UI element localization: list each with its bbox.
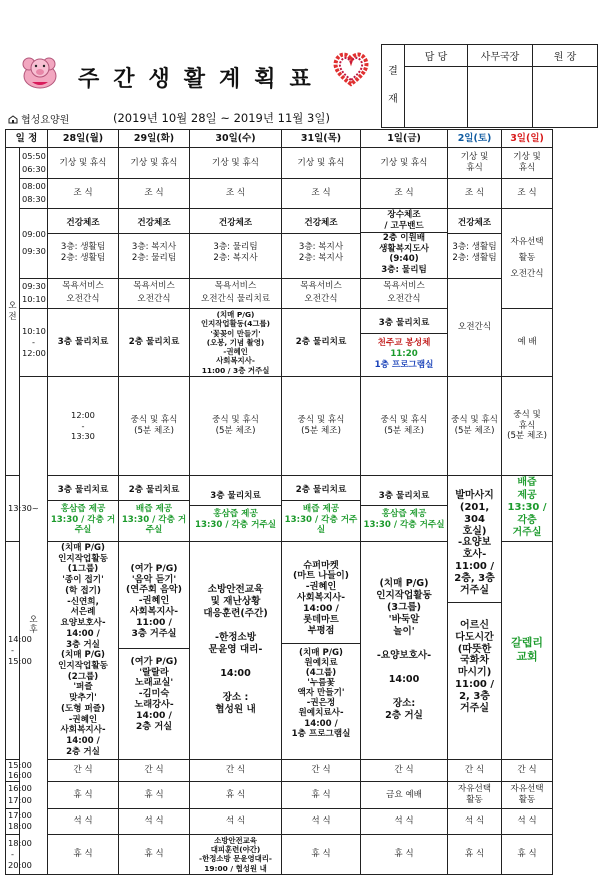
cell-title: 건강체조: [282, 214, 360, 234]
page-title: 주간생활계획표: [78, 67, 325, 92]
cell-title: 2층 물리치료: [119, 481, 189, 501]
table-row: [6, 808, 553, 834]
cell-body: 3층: 복지사 2층: 물리팀: [131, 242, 177, 263]
schedule-cell: 간 식: [48, 759, 119, 782]
schedule-cell: 휴 식: [48, 782, 119, 808]
schedule-cell: 석 식: [282, 808, 361, 834]
schedule-cell: [282, 476, 361, 542]
approval-role-director: 사무국장: [468, 45, 533, 67]
schedule-cell: 자유선택 활동: [502, 782, 553, 808]
approval-sign-director[interactable]: [468, 67, 533, 128]
schedule-cell: 갈렙리 교회: [502, 541, 553, 759]
cell-title: 2층 물리치료: [282, 481, 360, 501]
schedule-cell: [119, 541, 190, 759]
cell-program: 슈퍼마켓 (마트 나들이) -권혜인 사회복지사- 14:00 / 롯데마트 부평점: [282, 558, 360, 644]
schedule-cell: 간 식: [119, 759, 190, 782]
schedule-cell: 석 식: [448, 808, 502, 834]
cell-place: 13:30 / 각층 거주실: [195, 520, 276, 530]
schedule-cell: 휴 식: [48, 834, 119, 874]
cell-body: 3층: 생활팀 2층: 생활팀: [452, 242, 497, 263]
cell-place: 1층 프로그램실: [374, 359, 434, 370]
schedule-cell: 기상 및 휴식: [48, 148, 119, 179]
schedule-cell: 기상 및 휴식: [448, 148, 502, 179]
schedule-cell: [48, 476, 119, 542]
time-cell: 05:50 06:30: [20, 148, 48, 179]
schedule-cell: 자유선택 활동 오전간식: [502, 208, 553, 309]
section-am: 오 전: [6, 148, 20, 476]
schedule-cell: 휴 식: [448, 834, 502, 874]
table-row: [6, 278, 553, 309]
schedule-cell: 석 식: [190, 808, 282, 834]
cell-time: 11:20: [390, 348, 418, 359]
schedule-cell: 3층 물리치료: [48, 309, 119, 377]
schedule-period: (2019년 10월 28일 ~ 2019년 11월 3일): [113, 111, 330, 125]
approval-label: 결 재: [382, 45, 405, 128]
schedule-cell: 간 식: [361, 759, 448, 782]
schedule-cell: 중식 및 휴식 (5분 체조): [502, 376, 553, 476]
schedule-cell: 자유선택 활동: [448, 782, 502, 808]
cell-event: 배즙 제공: [135, 503, 173, 514]
cell-body: 3층: 생활팀 2층: 생활팀: [60, 242, 106, 263]
time-cell: 15:00 16:00: [6, 759, 20, 782]
schedule-cell: [48, 208, 119, 278]
cell-title: 장수체조 / 고무밴드: [361, 210, 447, 232]
schedule-cell: [119, 476, 190, 542]
schedule-cell: 목욕서비스 오전간식: [48, 278, 119, 309]
heart-icon: [333, 52, 369, 86]
cell-title: 3층 물리치료: [361, 487, 447, 507]
cell-event: 홍삼즙 제공: [381, 509, 427, 520]
approval-role-head: 원 장: [533, 45, 598, 67]
approval-role-staff: 담 당: [405, 45, 468, 67]
day-header-sat: 2일(토): [448, 130, 502, 148]
table-row: [6, 782, 553, 808]
cell-place: 13:30 / 각층 거주실: [284, 514, 358, 536]
schedule-cell: 목욕서비스 오전간식: [361, 278, 448, 309]
cell-body: 3층: 물리팀 2층: 복지사: [213, 242, 258, 263]
cell-title: 3층 물리치료: [48, 481, 118, 501]
table-row: [6, 179, 553, 209]
schedule-cell: [448, 208, 502, 278]
day-header-row: [6, 130, 553, 148]
table-row: [6, 376, 553, 476]
schedule-cell: 중식 및 휴식 (5분 체조): [282, 376, 361, 476]
schedule-cell: 조 식: [48, 179, 119, 209]
schedule-cell: 중식 및 휴식 (5분 체조): [448, 376, 502, 476]
table-row: [6, 834, 553, 874]
house-icon: [8, 115, 18, 124]
organization: [8, 111, 69, 126]
approval-box: [381, 44, 598, 128]
cell-event: 홍삼즙 제공: [213, 509, 258, 520]
approval-sign-head[interactable]: [533, 67, 598, 128]
schedule-cell: 간 식: [190, 759, 282, 782]
schedule-cell: 조 식: [448, 179, 502, 209]
schedule-cell: 휴 식: [282, 834, 361, 874]
cell-title: 건강체조: [190, 214, 281, 234]
schedule-cell: 석 식: [502, 808, 553, 834]
schedule-cell: 휴 식: [119, 834, 190, 874]
cell-program: (여가 P/G) '음악 듣기' (연주회 음악) -권혜인 사회복지사- 11:00 / 3층 거주실: [119, 560, 189, 649]
cell-body: 3층: 복지사 2층: 복지사: [298, 242, 344, 263]
time-cell: 08:00 08:30: [20, 179, 48, 209]
schedule-cell: 기상 및 휴식: [502, 148, 553, 179]
schedule-cell: 중식 및 휴식 (5분 체조): [361, 376, 448, 476]
schedule-cell: 2층 물리치료: [282, 309, 361, 377]
cell-event: 홍삼즙 제공: [60, 503, 106, 514]
weekly-schedule-table: [5, 129, 553, 875]
schedule-cell: 조 식: [119, 179, 190, 209]
schedule-cell: [361, 208, 448, 278]
cell-title: 3층 물리치료: [190, 487, 281, 507]
schedule-cell: 석 식: [361, 808, 448, 834]
schedule-cell: 간 식: [448, 759, 502, 782]
schedule-cell: 배즙 제공 13:30 / 각층 거주실: [502, 476, 553, 542]
schedule-cell: 금요 예배: [361, 782, 448, 808]
schedule-cell: 휴 식: [190, 782, 282, 808]
time-cell: 14:00 - 15:00: [6, 541, 20, 759]
schedule-cell: [190, 476, 282, 542]
schedule-cell: 기상 및 휴식: [119, 148, 190, 179]
cell-title: 건강체조: [448, 214, 501, 234]
cell-program: 발마사지 (201, 304 호실) -요양보 호사- 11:00 / 2층, 3층 거주실: [448, 487, 501, 603]
schedule-cell: 중식 및 휴식 (5분 체조): [119, 376, 190, 476]
time-cell: 13:30~: [6, 476, 20, 542]
time-cell: 10:10 - 12:00: [20, 309, 48, 377]
cell-title: 3층 물리치료: [361, 314, 447, 334]
cell-place: 13:30 / 각층 거주실: [50, 514, 116, 536]
time-cell: 09:00 09:30: [20, 208, 48, 278]
time-cell: 18:00 - 20:00: [6, 834, 20, 874]
schedule-cell: (치매 P/G) 인지작업활동(4그룹) '꽃꽂이 만들기' (오봉, 기념 촬영) -권혜인 사회복지사- 11:00 / 3층 거주실: [190, 309, 282, 377]
schedule-header: 일 정: [6, 130, 48, 148]
organization-name: 협성요양원: [21, 115, 70, 126]
schedule-cell: 중식 및 휴식 (5분 체조): [190, 376, 282, 476]
schedule-cell: 석 식: [48, 808, 119, 834]
schedule-cell: 간 식: [282, 759, 361, 782]
schedule-cell: 휴 식: [361, 834, 448, 874]
cell-event: 천주교 봉성체: [377, 338, 431, 349]
schedule-cell: 조 식: [282, 179, 361, 209]
schedule-cell: 간 식: [502, 759, 553, 782]
day-header-thu: 31일(목): [282, 130, 361, 148]
time-cell: 17:00 18:00: [6, 808, 20, 834]
time-cell: 16:00 17:00: [6, 782, 20, 808]
day-header-mon: 28일(월): [48, 130, 119, 148]
day-header-tue: 29일(화): [119, 130, 190, 148]
schedule-cell: 조 식: [190, 179, 282, 209]
schedule-cell: 조 식: [502, 179, 553, 209]
day-header-sun: 3일(일): [502, 130, 553, 148]
cell-program: 어르신 다도시간 (따뜻한 국화차 마시기) 11:00 / 2, 3층 거주실: [455, 620, 494, 714]
schedule-cell: 휴 식: [502, 834, 553, 874]
schedule-cell: 기상 및 휴식: [361, 148, 448, 179]
cell-place: 13:30 / 각층 거주실: [121, 514, 187, 536]
schedule-cell: 소방안전교육 대피훈련(야간) -한정소방 문윤영대리- 19:00 / 협성원 내: [190, 834, 282, 874]
schedule-cell: 2층 물리치료: [119, 309, 190, 377]
cell-program: (치매 P/G) 원예치료 (4그룹) '누름꽃 액자 만들기' -권은정 원예치료사- 14:00 / 1층 프로그램실: [291, 647, 351, 739]
schedule-cell: [361, 476, 448, 542]
schedule-cell: 목욕서비스 오전간식: [282, 278, 361, 309]
schedule-cell: [361, 309, 448, 377]
schedule-cell: [190, 208, 282, 278]
schedule-cell: 기상 및 휴식: [190, 148, 282, 179]
day-header-wed: 30일(수): [190, 130, 282, 148]
schedule-cell: 목욕서비스 오전간식 물리치료: [190, 278, 282, 309]
schedule-cell: 기상 및 휴식: [282, 148, 361, 179]
schedule-cell: 예 배: [502, 309, 553, 377]
schedule-cell: 소방안전교육 및 재난상황 대응훈련(주간) -한정소방 문윤영 대리- 14:00 장소 : 협성원 내: [190, 541, 282, 759]
cell-body: 2층 이원배 생활복지도사 (9:40) 3층: 물리팀: [379, 232, 429, 275]
schedule-cell: 조 식: [361, 179, 448, 209]
cell-program: (여가 P/G) '랄랄라 노래교실' -김미숙 노래강사- 14:00 / 2층 거실: [130, 655, 178, 732]
schedule-cell: 목욕서비스 오전간식: [119, 278, 190, 309]
table-row: [6, 148, 553, 179]
time-cell: 09:30 10:10: [20, 278, 48, 309]
table-row: [6, 476, 553, 542]
cell-place: 13:30 / 각층 거주실: [363, 520, 445, 530]
schedule-cell: (치매 P/G) 인지작업활동 (1그룹) '종이 접기' (학 접기) -신연희, 서은례 요양보호사- 14:00 / 3층 거실 (치매 P/G) 인지작업활동 (2그룹) '퍼즐 맞추기' (도형 퍼즐) -권혜인 사회복지사- 14:00 / 2층 거실: [48, 541, 119, 759]
schedule-cell: 오전간식: [448, 278, 502, 376]
cell-title: 건강체조: [119, 214, 189, 234]
schedule-cell: (치매 P/G) 인지작업활동 (3그룹) '바둑알 놀이' -요양보호사- 14:00 장소: 2층 거실: [361, 541, 448, 759]
schedule-cell: 휴 식: [282, 782, 361, 808]
time-cell: 12:00 - 13:30: [48, 376, 119, 476]
cell-title: 건강체조: [48, 214, 118, 234]
schedule-cell: 휴 식: [119, 782, 190, 808]
schedule-cell: 석 식: [119, 808, 190, 834]
table-row: [6, 759, 553, 782]
approval-sign-staff[interactable]: [405, 67, 468, 128]
table-row: [6, 208, 553, 278]
pig-logo-icon: [18, 52, 62, 92]
schedule-cell: [282, 541, 361, 759]
schedule-cell: [448, 476, 502, 759]
schedule-cell: [119, 208, 190, 278]
schedule-cell: [282, 208, 361, 278]
day-header-fri: 1일(금): [361, 130, 448, 148]
cell-event: 배즙 제공: [302, 503, 340, 514]
section-pm: 오 후: [20, 376, 48, 874]
